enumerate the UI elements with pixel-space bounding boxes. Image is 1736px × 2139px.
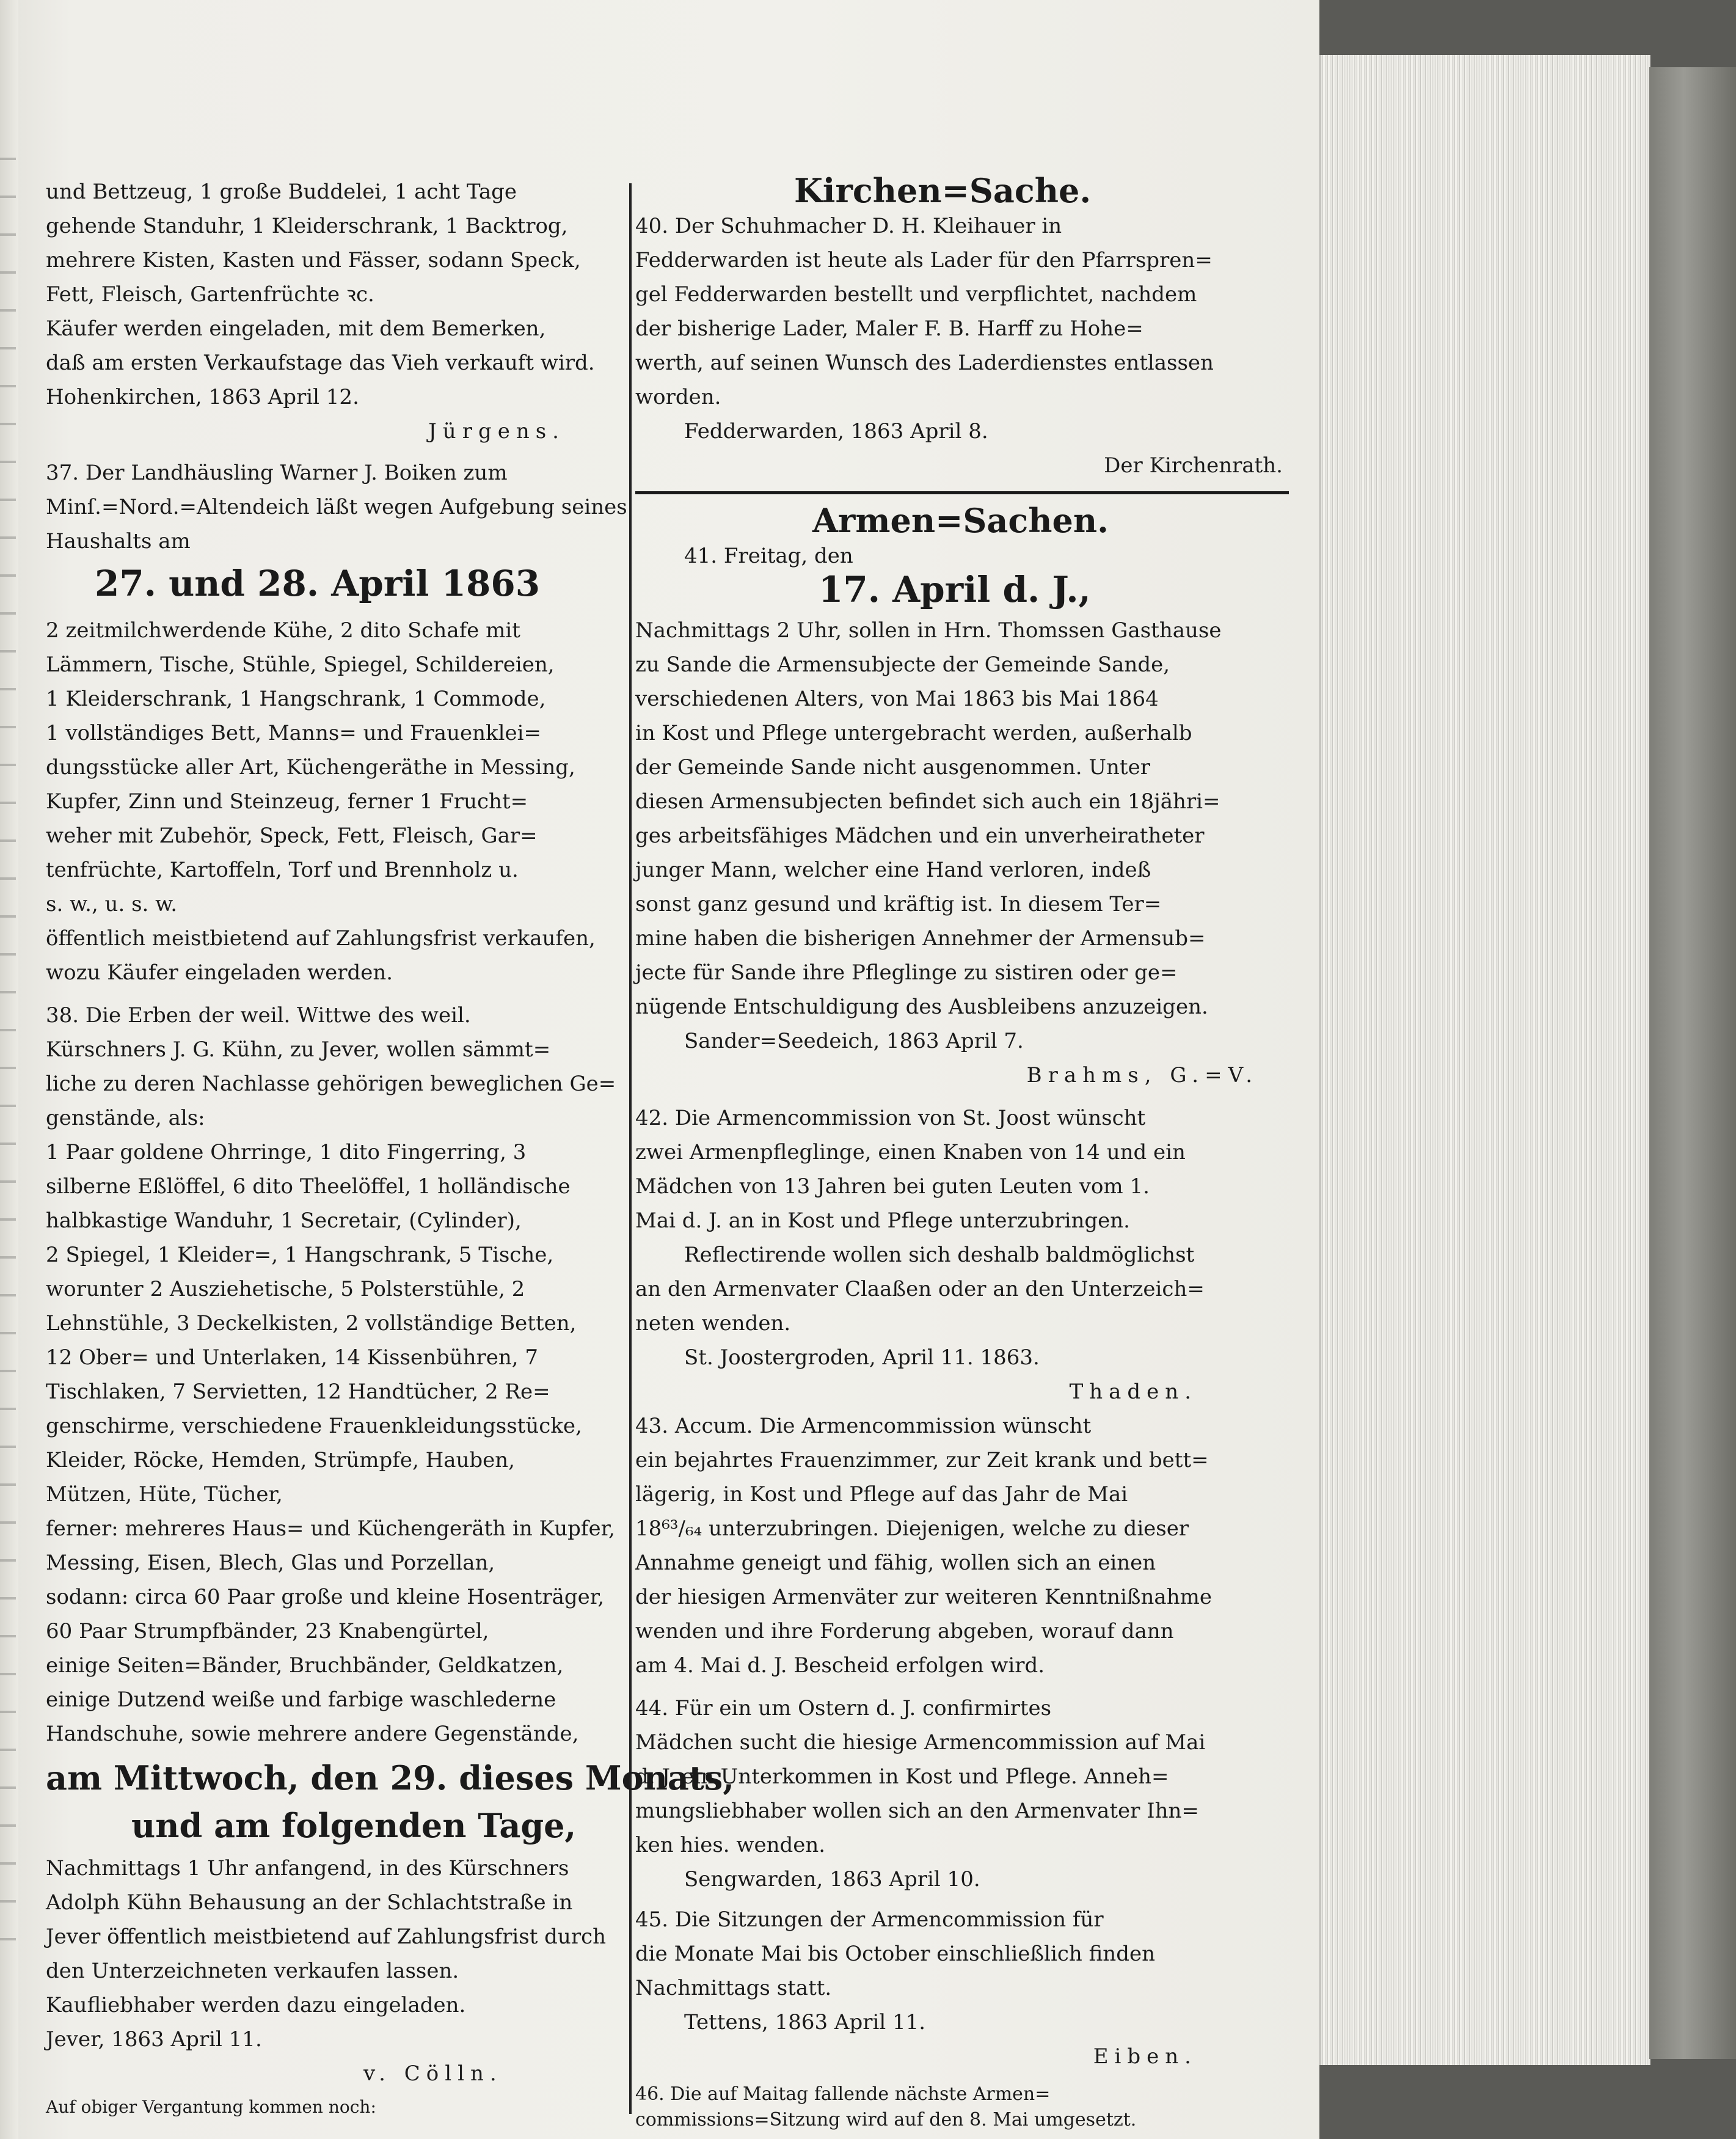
text-line: commissions=Sitzung wird auf den 8. Mai umgesetzt. <box>635 2109 1137 2130</box>
signature-coelln: v. Cölln. <box>363 2061 503 2086</box>
text-line: 40. Der Schuhmacher D. H. Kleihauer in <box>635 214 1062 238</box>
text-line: Sengwarden, 1863 April 10. <box>684 1867 980 1892</box>
text-line: mehrere Kisten, Kasten und Fässer, sodann Speck, <box>46 248 581 272</box>
text-line: Haushalts am <box>46 529 191 554</box>
text-line: Nachmittags 1 Uhr anfangend, in des Kürschners <box>46 1856 569 1881</box>
following-day-heading: und am folgenden Tage, <box>131 1806 577 1845</box>
text-line: Tettens, 1863 April 11. <box>684 2010 926 2035</box>
section-rule <box>635 491 1289 494</box>
text-line: Handschuhe, sowie mehrere andere Gegenstände, <box>46 1722 579 1746</box>
text-line: Käufer werden eingeladen, mit dem Bemerken, <box>46 316 546 341</box>
text-line: 43. Accum. Die Armencommission wünscht <box>635 1414 1092 1438</box>
previous-page-text-remnants <box>0 122 16 1955</box>
text-line: die Monate Mai bis October einschließlich finden <box>635 1942 1155 1966</box>
text-line: 2 zeitmilchwerdende Kühe, 2 dito Schafe mit <box>46 618 520 643</box>
text-line: lägerig, in Kost und Pflege auf das Jahr de Mai <box>635 1482 1128 1507</box>
text-line: Nachmittags statt. <box>635 1976 832 2000</box>
text-line: weher mit Zubehör, Speck, Fett, Fleisch, Gar= <box>46 824 538 848</box>
text-line: Fedderwarden, 1863 April 8. <box>684 419 988 444</box>
text-line: genschirme, verschiedene Frauenkleidungsstücke, <box>46 1414 582 1438</box>
text-line: ges arbeitsfähiges Mädchen und ein unverheiratheter <box>635 824 1205 848</box>
text-line: daß am ersten Verkaufstage das Vieh verkauft wird. <box>46 351 595 375</box>
text-line: dungsstücke aller Art, Küchengeräthe in Messing, <box>46 755 575 780</box>
previous-page-edge <box>0 0 18 2139</box>
section-heading-kirchen: Kirchen=Sache. <box>794 171 1092 210</box>
text-line: Lehnstühle, 3 Deckelkisten, 2 vollständige Betten, <box>46 1311 577 1336</box>
text-line: worunter 2 Ausziehetische, 5 Polsterstühle, 2 <box>46 1277 525 1301</box>
text-line: zu Sande die Armensubjecte der Gemeinde Sande, <box>635 653 1170 677</box>
text-line: am 4. Mai d. J. Bescheid erfolgen wird. <box>635 1653 1045 1678</box>
text-line: jecte für Sande ihre Pfleglinge zu sistiren oder ge= <box>635 960 1178 985</box>
text-line: Lämmern, Tische, Stühle, Spiegel, Schildereien, <box>46 653 555 677</box>
text-line: Fett, Fleisch, Gartenfrüchte ꝛc. <box>46 282 374 307</box>
text-line: mungsliebhaber wollen sich an den Armenvater Ihn= <box>635 1799 1199 1823</box>
text-line: s. w., u. s. w. <box>46 892 178 916</box>
text-line: in Kost und Pflege untergebracht werden, außerhalb <box>635 721 1192 745</box>
text-line: 1 Paar goldene Ohrringe, 1 dito Fingerring, 3 <box>46 1140 527 1165</box>
section-heading-armen: Armen=Sachen. <box>812 501 1109 540</box>
meeting-date-heading: 17. April d. J., <box>819 569 1091 610</box>
signature-thaden: Thaden. <box>1069 1380 1197 1404</box>
text-line: zwei Armenpfleglinge, einen Knaben von 14 und ein <box>635 1140 1186 1165</box>
text-line: Jever, 1863 April 11. <box>46 2027 262 2052</box>
text-line: gehende Standuhr, 1 Kleiderschrank, 1 Backtrog, <box>46 214 568 238</box>
newspaper-page <box>18 0 1319 2139</box>
text-line: 18⁶³/₆₄ unterzubringen. Diejenigen, welche zu dieser <box>635 1516 1189 1541</box>
text-line: ein bejahrtes Frauenzimmer, zur Zeit krank und bett= <box>635 1448 1209 1472</box>
text-line: diesen Armensubjecten befindet sich auch ein 18jähri= <box>635 789 1220 814</box>
text-line: tenfrüchte, Kartoffeln, Torf und Brennholz u. <box>46 858 519 882</box>
text-line: Sander=Seedeich, 1863 April 7. <box>684 1029 1024 1053</box>
text-line: 2 Spiegel, 1 Kleider=, 1 Hangschrank, 5 Tische, <box>46 1243 554 1267</box>
text-line: Annahme geneigt und fähig, wollen sich an einen <box>635 1551 1156 1575</box>
text-line: Minſ.=Nord.=Altendeich läßt wegen Aufgebung seines <box>46 495 627 519</box>
signature-eiben: Eiben. <box>1093 2044 1197 2069</box>
text-line: der hiesigen Armenväter zur weiteren Kenntnißnahme <box>635 1585 1212 1609</box>
text-line: 45. Die Sitzungen der Armencommission für <box>635 1907 1104 1932</box>
text-line: werth, auf seinen Wunsch des Laderdienstes entlassen <box>635 351 1214 375</box>
text-line: verschiedenen Alters, von Mai 1863 bis Mai 1864 <box>635 687 1159 711</box>
text-line: halbkastige Wanduhr, 1 Secretair, (Cylinder), <box>46 1208 522 1233</box>
text-line: wozu Käufer eingeladen werden. <box>46 960 393 985</box>
auction-day-heading: am Mittwoch, den 29. dieses Monats, <box>46 1758 735 1797</box>
text-line: Mai d. J. an in Kost und Pflege unterzubringen. <box>635 1208 1130 1233</box>
text-line: Kleider, Röcke, Hemden, Strümpfe, Hauben, <box>46 1448 515 1472</box>
text-line: genstände, als: <box>46 1106 205 1130</box>
text-line: Tischlaken, 7 Servietten, 12 Handtücher, 2 Re= <box>46 1380 550 1404</box>
signature-kirchenrath: Der Kirchenrath. <box>1104 453 1283 478</box>
text-line: sodann: circa 60 Paar große und kleine Hosenträger, <box>46 1585 605 1609</box>
text-line: einige Dutzend weiße und farbige waschlederne <box>46 1687 556 1712</box>
text-line: der Gemeinde Sande nicht ausgenommen. Unter <box>635 755 1150 780</box>
text-line: der bisherige Lader, Maler F. B. Harff zu Hohe= <box>635 316 1143 341</box>
text-line: Kaufliebhaber werden dazu eingeladen. <box>46 1993 466 2017</box>
column-divider <box>629 183 632 2114</box>
text-line: Fedderwarden ist heute als Lader für den Pfarrspren= <box>635 248 1213 272</box>
text-line: 60 Paar Strumpfbänder, 23 Knabengürtel, <box>46 1619 489 1644</box>
book-cover <box>1649 67 1736 2059</box>
text-line: Messing, Eisen, Blech, Glas und Porzellan, <box>46 1551 495 1575</box>
text-line: ferner: mehreres Haus= und Küchengeräth in Kupfer, <box>46 1516 615 1541</box>
text-line: d. J. ein Unterkommen in Kost und Pflege. Anneh= <box>635 1764 1169 1789</box>
text-line: Kürschners J. G. Kühn, zu Jever, wollen sämmt= <box>46 1037 551 1062</box>
text-line: silberne Eßlöffel, 6 dito Theelöffel, 1 holländische <box>46 1174 571 1199</box>
text-line: liche zu deren Nachlasse gehörigen beweglichen Ge= <box>46 1072 616 1096</box>
text-line: junger Mann, welcher eine Hand verloren, indeß <box>635 858 1151 882</box>
text-line: 44. Für ein um Ostern d. J. confirmirtes <box>635 1696 1052 1720</box>
text-line: St. Joostergroden, April 11. 1863. <box>684 1345 1040 1370</box>
text-line: 42. Die Armencommission von St. Joost wünscht <box>635 1106 1146 1130</box>
text-line: 41. Freitag, den <box>684 544 853 568</box>
text-line: Mädchen von 13 Jahren bei guten Leuten vom 1. <box>635 1174 1150 1199</box>
text-line: an den Armenvater Claaßen oder an den Unterzeich= <box>635 1277 1205 1301</box>
text-line: Mützen, Hüte, Tücher, <box>46 1482 283 1507</box>
text-line: gel Fedderwarden bestellt und verpflichtet, nachdem <box>635 282 1197 307</box>
text-line: wenden und ihre Forderung abgeben, worauf dann <box>635 1619 1174 1644</box>
signature-brahms: Brahms, G.=V. <box>1026 1063 1258 1088</box>
text-line: 37. Der Landhäusling Warner J. Boiken zum <box>46 461 508 485</box>
text-line: Jever öffentlich meistbietend auf Zahlungsfrist durch <box>46 1925 607 1949</box>
text-line: ken hies. wenden. <box>635 1833 826 1857</box>
text-line: Mädchen sucht die hiesige Armencommission auf Mai <box>635 1730 1206 1755</box>
signature-juergens: Jürgens. <box>428 419 565 444</box>
text-line: 12 Ober= und Unterlaken, 14 Kissenbühren, 7 <box>46 1345 539 1370</box>
text-line: 1 Kleiderschrank, 1 Hangschrank, 1 Commode, <box>46 687 546 711</box>
book-page-edges <box>1319 55 1650 2065</box>
text-line: den Unterzeichneten verkaufen lassen. <box>46 1959 459 1983</box>
text-line: Adolph Kühn Behausung an der Schlachtstraße in <box>46 1890 573 1915</box>
text-line: Kupfer, Zinn und Steinzeug, ferner 1 Frucht= <box>46 789 528 814</box>
text-line: nügende Entschuldigung des Ausbleibens anzuzeigen. <box>635 995 1208 1019</box>
text-line: neten wenden. <box>635 1311 791 1336</box>
text-line: und Bettzeug, 1 große Buddelei, 1 acht Tage <box>46 180 517 204</box>
text-line: sonst ganz gesund und kräftig ist. In diesem Ter= <box>635 892 1162 916</box>
text-line: Nachmittags 2 Uhr, sollen in Hrn. Thomssen Gasthause <box>635 618 1222 643</box>
text-line: öffentlich meistbietend auf Zahlungsfrist verkaufen, <box>46 926 596 951</box>
text-line: mine haben die bisherigen Annehmer der Armensub= <box>635 926 1206 951</box>
text-line: Hohenkirchen, 1863 April 12. <box>46 385 359 409</box>
text-line: 46. Die auf Maitag fallende nächste Armen= <box>635 2083 1051 2105</box>
text-line: worden. <box>635 385 721 409</box>
text-line: Reflectirende wollen sich deshalb baldmöglichst <box>684 1243 1195 1267</box>
text-line: Auf obiger Vergantung kommen noch: <box>46 2097 376 2117</box>
text-line: 38. Die Erben der weil. Wittwe des weil. <box>46 1003 471 1028</box>
text-line: 1 vollständiges Bett, Manns= und Frauenklei= <box>46 721 541 745</box>
text-line: einige Seiten=Bänder, Bruchbänder, Geldkatzen, <box>46 1653 564 1678</box>
auction-date-heading: 27. und 28. April 1863 <box>95 563 541 604</box>
